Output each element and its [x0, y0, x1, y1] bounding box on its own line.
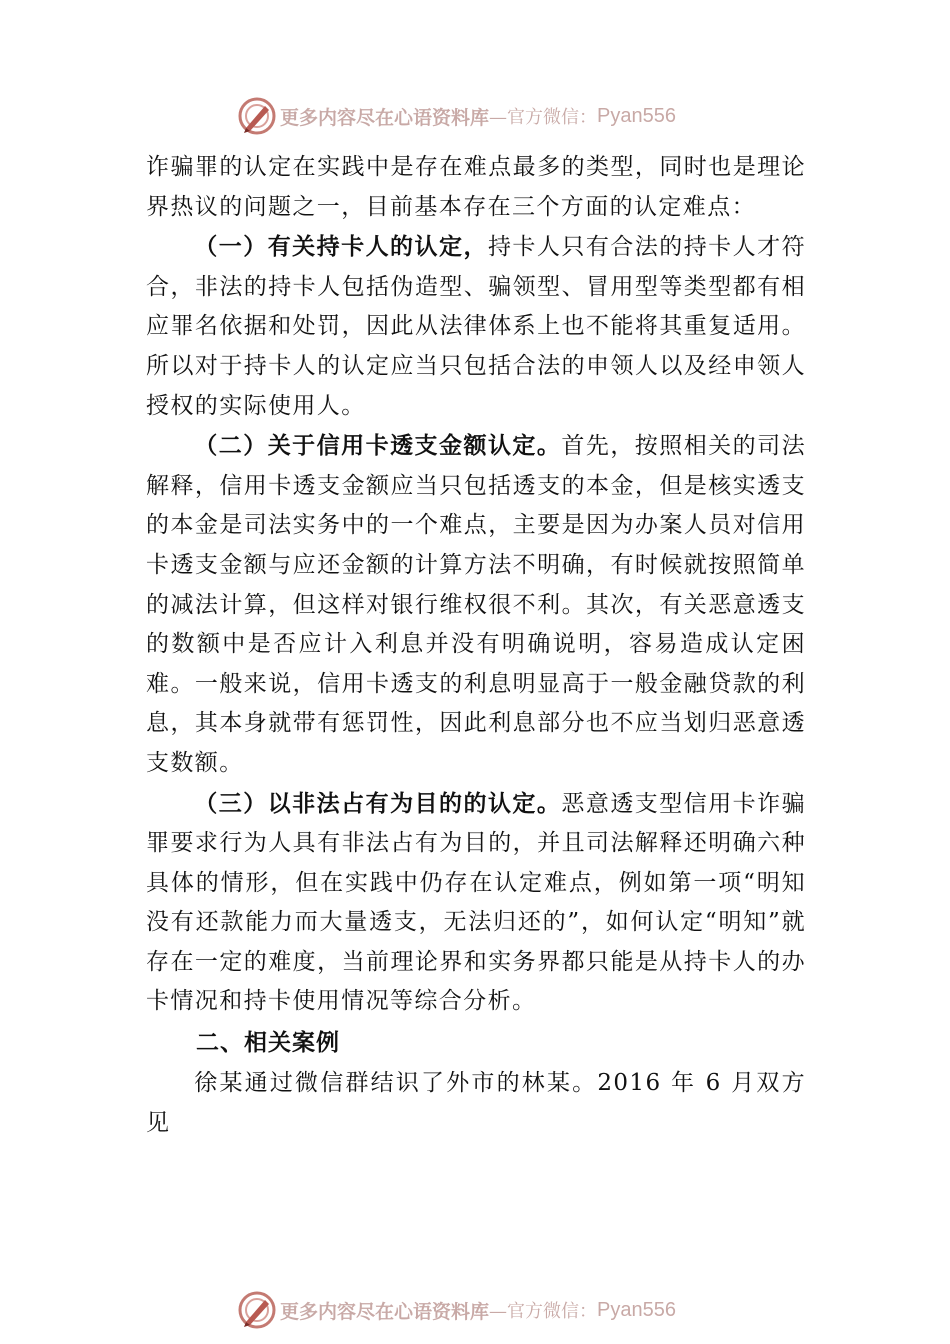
watermark-header [238, 96, 676, 136]
watermark-subtitle: —官方微信： [489, 1301, 598, 1322]
paragraph-case: 徐某通过微信群结识了外市的林某。2016 年 6 月双方见 [146, 1070, 806, 1136]
watermark-title: 更多内容尽在心语资料库 [280, 106, 490, 129]
watermark-wechat-id: Pyan556 [597, 1298, 676, 1321]
watermark-footer [238, 1290, 676, 1330]
paragraph-illegal-possession [146, 784, 806, 1023]
watermark-wechat-id: Pyan556 [597, 104, 676, 127]
section-heading-overdraft-amount: （二）关于信用卡透支金额认定。 [194, 432, 562, 460]
watermark-title: 更多内容尽在心语资料库 [280, 1300, 490, 1323]
section-heading-cardholder: （一）有关持卡人的认定， [194, 233, 488, 261]
paragraph-text: 持卡人只有合法的持卡人才符合，非法的持卡人包括伪造型、骗领型、冒用型等类型都有相应罪名依据和处罚，因此从法律体系上也不能将其重复适用。所以对于持卡人的认定应当只包括合法的申领人以及经申领人授权的实际使用人。 [146, 234, 806, 419]
pen-logo-icon [238, 1291, 276, 1329]
paragraph-intro: 诈骗罪的认定在实践中是存在难点最多的类型，同时也是理论界热议的问题之一，目前基本存在三个方面的认定难点： [146, 154, 806, 220]
section-heading-related-cases: 二、相关案例 [196, 1030, 340, 1057]
document-body [146, 148, 806, 1143]
watermark-subtitle: —官方微信： [489, 107, 598, 128]
section-heading-illegal-possession: （三）以非法占有为目的的认定。 [194, 789, 562, 817]
pen-logo-icon [238, 97, 276, 135]
paragraph-text: 首先，按照相关的司法解释，信用卡透支金额应当只包括透支的本金，但是核实透支的本金是司法实务中的一个难点，主要是因为办案人员对信用卡透支金额与应还金额的计算方法不明确，有时候就按照简单的减法计算，但这样对银行维权很不利。其次，有关恶意透支的数额中是否应计入利息并没有明确说明，容易造成认定困难。一般来说，信用卡透支的利息明显高于一般金融贷款的利息，其本身就带有惩罚性，因此利息部分也不应当划归恶意透支数额。 [146, 433, 807, 776]
paragraph-overdraft-amount [146, 426, 806, 783]
paragraph-cardholder [146, 227, 806, 426]
paragraph-text: 恶意透支型信用卡诈骗罪要求行为人具有非法占有为目的，并且司法解释还明确六种具体的情形，但在实践中仍存在认定难点，例如第一项“明知没有还款能力而大量透支，无法归还的”，如何认定“明知”就存在一定的难度，当前理论界和实务界都只能是从持卡人的办卡情况和持卡使用情况等综合分析。 [146, 790, 807, 1015]
